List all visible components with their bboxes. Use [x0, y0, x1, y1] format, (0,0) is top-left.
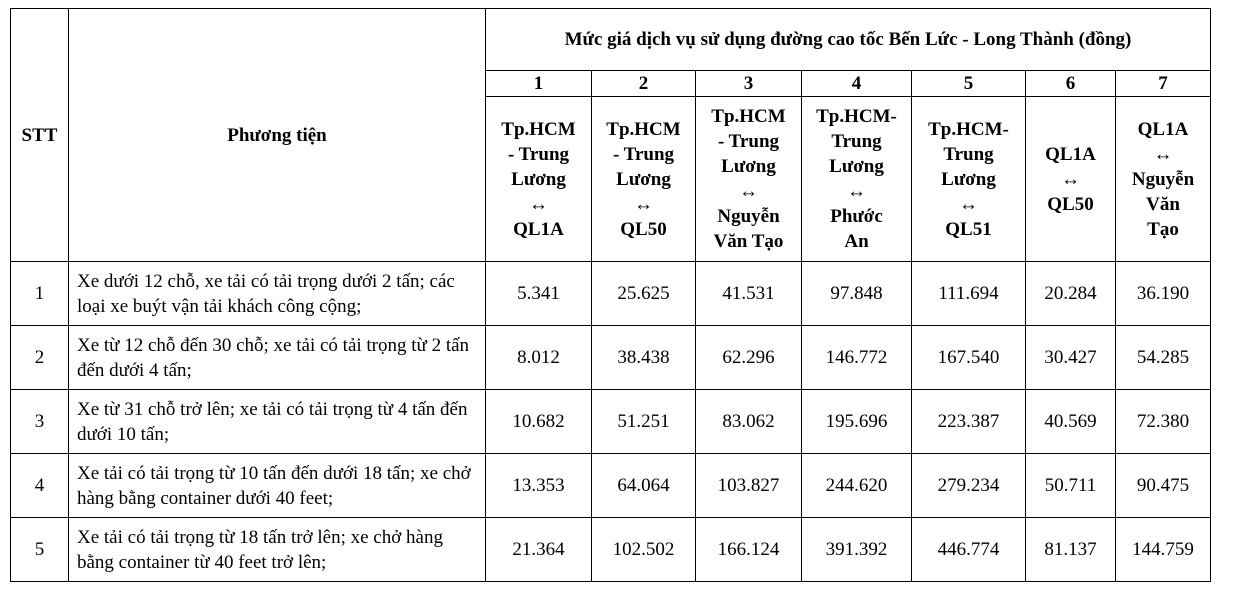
price-cell: 40.569 — [1026, 390, 1116, 454]
price-cell: 38.438 — [592, 326, 696, 390]
price-cell: 51.251 — [592, 390, 696, 454]
route-line: Lương — [511, 168, 566, 190]
price-cell: 41.531 — [696, 262, 802, 326]
stt-cell: 4 — [11, 454, 69, 518]
route-arrow: ↔ — [959, 193, 978, 215]
stt-cell: 1 — [11, 262, 69, 326]
vehicle-cell: Xe từ 12 chỗ đến 30 chỗ; xe tải có tải trọng từ 2 tấn đến dưới 4 tấn; — [69, 326, 486, 390]
price-cell: 30.427 — [1026, 326, 1116, 390]
route-line: Tp.HCM — [711, 106, 786, 127]
column-number: 7 — [1116, 71, 1211, 97]
route-line: Tp.HCM- — [928, 118, 1009, 140]
column-number: 4 — [802, 71, 912, 97]
price-cell: 50.711 — [1026, 454, 1116, 518]
route-line: Lương — [829, 156, 884, 177]
price-cell: 36.190 — [1116, 262, 1211, 326]
price-cell: 72.380 — [1116, 390, 1211, 454]
route-line: Tp.HCM — [606, 118, 681, 140]
stt-cell: 5 — [11, 518, 69, 582]
price-cell: 195.696 — [802, 390, 912, 454]
route-line: Lương — [721, 156, 776, 177]
route-line: QL50 — [620, 218, 667, 240]
price-cell: 102.502 — [592, 518, 696, 582]
price-table-page — [10, 8, 1210, 590]
route-line: QL50 — [1047, 193, 1094, 215]
route-line: QL1A — [1137, 118, 1189, 140]
route-line: QL51 — [945, 218, 992, 240]
price-cell: 10.682 — [486, 390, 592, 454]
price-cell: 144.759 — [1116, 518, 1211, 582]
column-number: 2 — [592, 71, 696, 97]
route-line: - Trung — [612, 143, 675, 165]
stt-header: STT — [11, 9, 69, 262]
route-line: - Trung — [717, 131, 780, 152]
price-cell: 244.620 — [802, 454, 912, 518]
column-number: 6 — [1026, 71, 1116, 97]
table-row — [11, 390, 1211, 454]
column-number: 1 — [486, 71, 592, 97]
route-header — [486, 97, 592, 262]
price-cell: 64.064 — [592, 454, 696, 518]
route-header — [696, 97, 802, 262]
route-line: Văn Tạo — [713, 231, 784, 252]
price-cell: 279.234 — [912, 454, 1026, 518]
price-cell: 391.392 — [802, 518, 912, 582]
route-arrow: ↔ — [739, 181, 758, 202]
table-row — [11, 518, 1211, 582]
route-line: Tp.HCM- — [816, 106, 897, 127]
route-line: Lương — [616, 168, 671, 190]
price-cell: 146.772 — [802, 326, 912, 390]
price-cell: 81.137 — [1026, 518, 1116, 582]
table-row — [11, 326, 1211, 390]
route-line: Trung — [943, 143, 994, 165]
price-cell: 54.285 — [1116, 326, 1211, 390]
route-line: An — [844, 231, 869, 252]
price-cell: 167.540 — [912, 326, 1026, 390]
route-arrow: ↔ — [1153, 143, 1173, 165]
vehicle-cell: Xe tải có tải trọng từ 18 tấn trở lên; xe chở hàng bằng container từ 40 feet trở lên; — [69, 518, 486, 582]
stt-cell: 3 — [11, 390, 69, 454]
route-line: QL1A — [513, 218, 564, 240]
route-line: Phước — [830, 206, 883, 227]
route-line: Trung — [831, 131, 882, 152]
price-cell: 20.284 — [1026, 262, 1116, 326]
table-row — [11, 262, 1211, 326]
route-header — [802, 97, 912, 262]
toll-price-table — [10, 8, 1211, 582]
price-cell: 62.296 — [696, 326, 802, 390]
price-cell: 25.625 — [592, 262, 696, 326]
price-cell: 13.353 — [486, 454, 592, 518]
price-cell: 90.475 — [1116, 454, 1211, 518]
route-line: Lương — [941, 168, 996, 190]
route-line: Tạo — [1147, 218, 1179, 240]
price-cell: 21.364 — [486, 518, 592, 582]
route-header — [1116, 97, 1211, 262]
route-line: Nguyễn — [717, 206, 780, 227]
price-cell: 97.848 — [802, 262, 912, 326]
price-cell: 111.694 — [912, 262, 1026, 326]
column-number: 5 — [912, 71, 1026, 97]
route-line: Văn — [1146, 193, 1180, 215]
route-arrow: ↔ — [1061, 168, 1080, 190]
price-cell: 8.012 — [486, 326, 592, 390]
column-number: 3 — [696, 71, 802, 97]
price-cell: 446.774 — [912, 518, 1026, 582]
vehicle-cell: Xe dưới 12 chỗ, xe tải có tải trọng dưới 2 tấn; các loại xe buýt vận tải khách công cộng; — [69, 262, 486, 326]
route-line: Nguyễn — [1131, 168, 1195, 190]
vehicle-cell: Xe từ 31 chỗ trở lên; xe tải có tải trọng từ 4 tấn đến dưới 10 tấn; — [69, 390, 486, 454]
price-cell: 103.827 — [696, 454, 802, 518]
route-line: Tp.HCM — [501, 118, 576, 140]
route-arrow: ↔ — [847, 181, 866, 202]
table-row — [11, 454, 1211, 518]
price-cell: 223.387 — [912, 390, 1026, 454]
stt-cell: 2 — [11, 326, 69, 390]
price-cell: 83.062 — [696, 390, 802, 454]
route-arrow: ↔ — [529, 193, 548, 215]
route-header — [1026, 97, 1116, 262]
route-header — [592, 97, 696, 262]
vehicle-header: Phương tiện — [69, 9, 486, 262]
vehicle-cell: Xe tải có tải trọng từ 10 tấn đến dưới 18 tấn; xe chở hàng bằng container dưới 40 feet; — [69, 454, 486, 518]
route-arrow: ↔ — [634, 193, 653, 215]
price-title: Mức giá dịch vụ sử dụng đường cao tốc Bến Lức - Long Thành (đồng) — [486, 9, 1211, 71]
route-line: - Trung — [507, 143, 570, 165]
price-cell: 166.124 — [696, 518, 802, 582]
route-header — [912, 97, 1026, 262]
route-line: QL1A — [1045, 143, 1096, 165]
price-cell: 5.341 — [486, 262, 592, 326]
